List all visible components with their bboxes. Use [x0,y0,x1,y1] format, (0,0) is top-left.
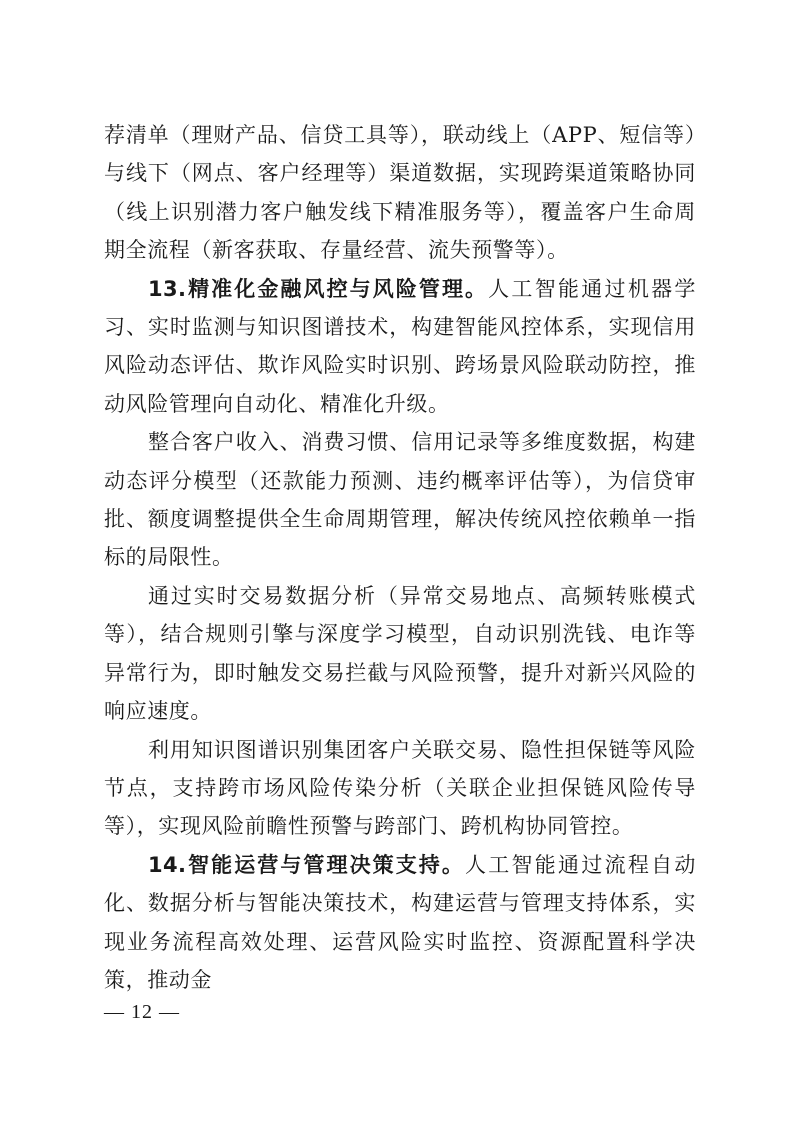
paragraph-text: 荐清单（理财产品、信贷工具等），联动线上（APP、短信等）与线下（网点、客户经理等）渠道数据，实现跨渠道策略协同（线上识别潜力客户触发线下精准服务等），覆盖客户生命周期全流程（新客获取、存量经营、流失预警等）。 [104,123,696,263]
paragraph-text: 人工智能通过流程自动化、数据分析与智能决策技术，构建运营与管理支持体系，实现业务流程高效处理、运营风险实时监控、资源配置科学决策，推动金 [104,852,697,992]
paragraph-text: 通过实时交易数据分析（异常交易地点、高频转账模式等），结合规则引擎与深度学习模型，自动识别洗钱、电诈等异常行为，即时触发交易拦截与风险预警，提升对新兴风险的响应速度。 [104,583,696,724]
paragraph-text: 利用知识图谱识别集团客户关联交易、隐性担保链等风险节点，支持跨市场风险传染分析（关联企业担保链风险传导等），实现风险前瞻性预警与跨部门、跨机构协同管控。 [104,737,696,839]
section-14-heading: 14.智能运营与管理决策支持。 [148,852,465,877]
paragraph-continuation [104,116,696,270]
section-13-heading: 13.精准化金融风控与风险管理。 [148,276,489,301]
paragraph-section-14 [104,846,696,1000]
paragraph-text: 人工智能通过机器学习、实时监测与知识图谱技术，构建智能风控体系，实现信用风险动态评估、欺诈风险实时识别、跨场景风险联动防控，推动风险管理向自动化、精准化升级。 [104,276,696,416]
paragraph-text: 整合客户收入、消费习惯、信用记录等多维度数据，构建动态评分模型（还款能力预测、违约概率评估等），为信贷审批、额度调整提供全生命周期管理，解决传统风控依赖单一指标的局限性。 [104,430,696,570]
paragraph-knowledge-graph [104,731,696,846]
page-number: — 12 — [104,1001,180,1023]
paragraph-fraud-detection [104,577,696,731]
document-body [104,116,696,999]
paragraph-credit-scoring [104,423,696,577]
paragraph-section-13 [104,270,696,424]
